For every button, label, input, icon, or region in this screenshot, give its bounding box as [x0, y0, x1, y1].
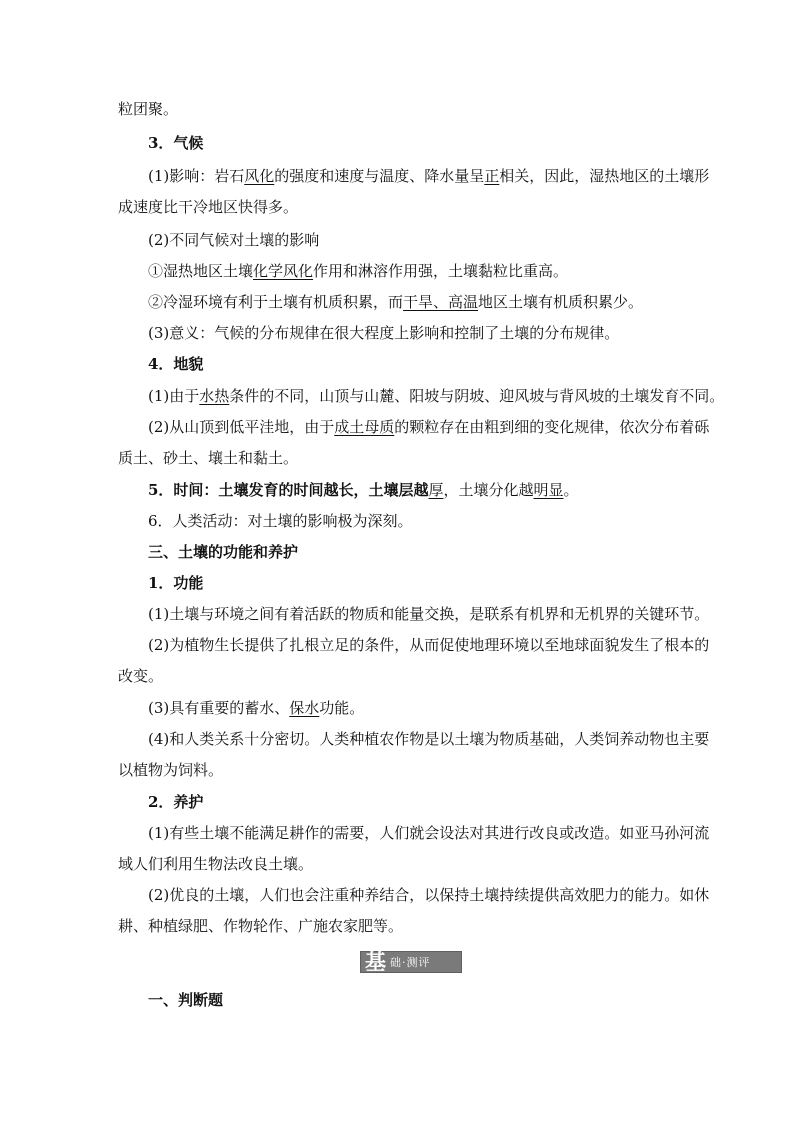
text-span: 。: [563, 481, 579, 499]
text-line: 耕、种植绿肥、作物轮作、广施农家肥等。: [118, 917, 404, 935]
text-span: 的强度和速度与温度、降水量呈: [274, 167, 485, 185]
text-span: 作用和淋溶作用强，土壤黏粒比重高。: [313, 262, 569, 280]
text-line: 质土、砂土、壤土和黏土。: [118, 449, 299, 467]
text-span: 的颗粒存在由粗到细的变化规律，依次分布着砾: [394, 418, 710, 436]
text-line: (4)和人类关系十分密切。人类种植农作物是以土壤为物质基础，人类饲养动物也主要: [148, 730, 710, 748]
text-line: (3)意义：气候的分布规律在很大程度上影响和控制了土壤的分布规律。: [148, 324, 620, 342]
text-line: 域人们利用生物法改良土壤。: [118, 855, 314, 873]
text-span: (1)影响：岩石: [148, 167, 245, 185]
text-span: 地区土壤有机质积累少。: [478, 293, 644, 311]
text-line: (2)优良的土壤，人们也会注重种养结合，以保持土壤持续提供高效肥力的能力。如休: [148, 886, 710, 904]
text-line: [148, 260, 678, 282]
text-line: 粒团聚。: [118, 100, 179, 118]
text-line: [148, 385, 725, 407]
text-line: 成速度比干冷地区快得多。: [118, 198, 299, 216]
text-line: [148, 416, 710, 438]
banner-big-char: 基: [365, 949, 386, 974]
text-line: (2)不同气候对土壤的影响: [148, 231, 320, 249]
text-line: 6．人类活动：对土壤的影响极为深刻。: [148, 512, 413, 530]
text-span: 功能。: [319, 699, 365, 717]
section-heading: 三、土壤的功能和养护: [148, 543, 299, 561]
text-span: 条件的不同，山顶与山麓、阳坡与阴坡、迎风坡与背风坡的土壤发育不同。: [229, 387, 725, 405]
heading-protection: 2．养护: [148, 793, 204, 811]
underlined-term: 成土母质: [334, 418, 395, 436]
underlined-term: 干旱、高温: [403, 293, 479, 311]
text-line: [148, 697, 678, 719]
text-line: [148, 165, 710, 187]
text-span: (2)从山顶到低平洼地，由于: [148, 418, 335, 436]
text-line: (1)土壤与环境之间有着活跃的物质和能量交换，是联系有机界和无机界的关键环节。: [148, 605, 710, 623]
text-line: (2)为植物生长提供了扎根立足的条件，从而促使地理环境以至地球面貌发生了根本的: [148, 636, 710, 654]
banner-small-text: 础·测评: [390, 956, 431, 969]
underlined-term: 明显: [533, 481, 564, 499]
text-span: ②冷湿环境有利于土壤有机质积累，而: [148, 293, 404, 311]
text-span: ，土壤分化越: [443, 481, 534, 499]
text-span: 相关，因此，湿热地区的土壤形: [499, 167, 710, 185]
text-line: [148, 479, 678, 501]
text-line: (1)有些土壤不能满足耕作的需要，人们就会设法对其进行改良或改造。如亚马孙河流: [148, 824, 710, 842]
underlined-term: 厚: [428, 481, 444, 499]
underlined-term: 风化: [244, 167, 275, 185]
text-span: (3)具有重要的蓄水、: [148, 699, 290, 717]
heading-function: 1．功能: [148, 574, 204, 592]
underlined-term: 水热: [199, 387, 230, 405]
section-banner: [360, 951, 462, 973]
heading-landform: 4．地貌: [148, 355, 204, 373]
underlined-term: 正: [484, 167, 500, 185]
section-heading-judgment: 一、判断题: [148, 991, 224, 1009]
text-span: 5．时间：土壤发育的时间越长，土壤层越: [148, 481, 429, 499]
underlined-term: 化学风化: [253, 262, 314, 280]
underlined-term: 保水: [289, 699, 320, 717]
text-span: (1)由于: [148, 387, 200, 405]
text-line: 改变。: [118, 667, 164, 685]
text-span: ①湿热地区土壤: [148, 262, 254, 280]
text-line: [148, 291, 678, 313]
text-line: 以植物为饲料。: [118, 761, 224, 779]
heading-climate: 3．气候: [148, 134, 204, 152]
